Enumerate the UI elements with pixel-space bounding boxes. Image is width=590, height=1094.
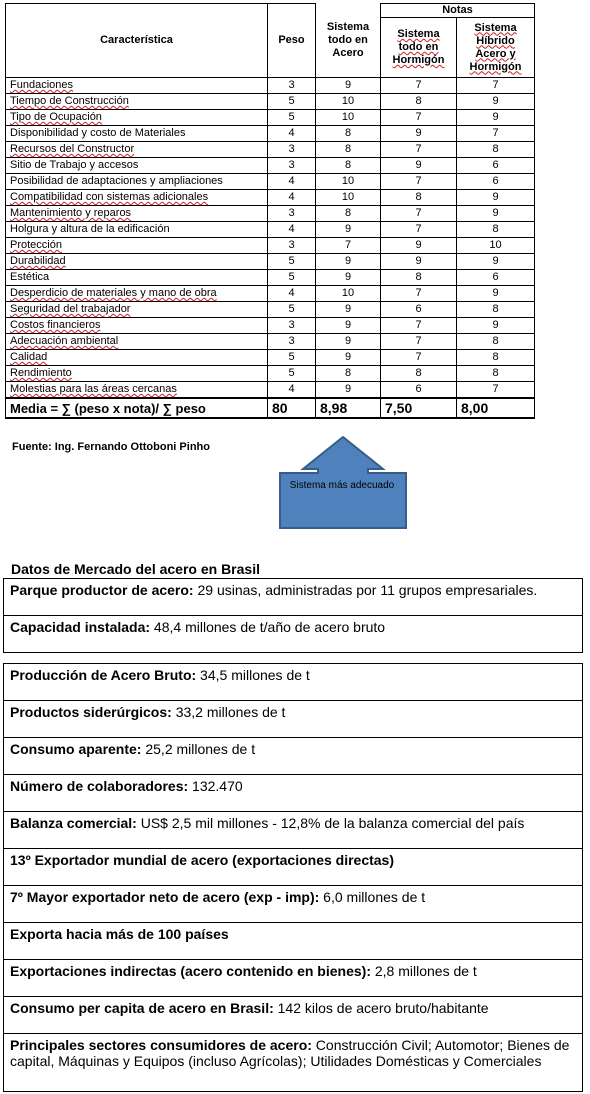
- market-cell: [4, 960, 583, 997]
- market-value: 34,5 millones de t: [196, 667, 310, 683]
- feature-name-text: Durabilidad: [10, 255, 66, 267]
- market-value: 6,0 millones de t: [319, 889, 426, 905]
- hormigon-cell: 8: [381, 94, 457, 110]
- table-row: [6, 174, 535, 190]
- peso-cell: 3: [268, 206, 316, 222]
- header-row-notas: [6, 4, 535, 18]
- acero-cell: 9: [316, 382, 381, 399]
- media-row: [6, 398, 535, 418]
- hormigon-cell: 9: [381, 254, 457, 270]
- table-row: [6, 318, 535, 334]
- table-row: [6, 126, 535, 142]
- market-cell: [4, 616, 583, 653]
- hibrido-cell: 8: [457, 350, 535, 366]
- market-row: [4, 701, 583, 738]
- market-cell: [4, 923, 583, 960]
- peso-cell: 5: [268, 366, 316, 382]
- hibrido-cell: 8: [457, 142, 535, 158]
- table-row: [6, 350, 535, 366]
- table-row: [6, 254, 535, 270]
- peso-cell: 3: [268, 238, 316, 254]
- feature-name-text: Tiempo de Construcción: [10, 95, 129, 107]
- arrow-label: Sistema más adecuado: [289, 480, 395, 491]
- market-label: Consumo aparente:: [10, 741, 142, 757]
- market-row: [4, 1034, 583, 1092]
- feature-name: [6, 302, 268, 318]
- hormigon-cell: 9: [381, 238, 457, 254]
- peso-cell: 5: [268, 110, 316, 126]
- hormigon-cell: 9: [381, 158, 457, 174]
- feature-name: [6, 94, 268, 110]
- market-cell: [4, 812, 583, 849]
- market-box-a-body: [4, 579, 583, 653]
- feature-name: [6, 286, 268, 302]
- hormigon-cell: 7: [381, 350, 457, 366]
- hormigon-cell: 7: [381, 318, 457, 334]
- market-label: Productos siderúrgicos:: [10, 704, 172, 720]
- hibrido-cell: 8: [457, 366, 535, 382]
- acero-cell: 10: [316, 94, 381, 110]
- peso-cell: 4: [268, 286, 316, 302]
- hibrido-cell: 9: [457, 206, 535, 222]
- hormigon-cell: 7: [381, 222, 457, 238]
- header-notas: Notas: [381, 4, 535, 18]
- feature-name: Disponibilidad y costo de Materiales: [6, 126, 268, 142]
- peso-cell: 4: [268, 174, 316, 190]
- market-value: Construcción Civil; Automotor; Bienes de capital, Máquinas y Equipos (incluso Agrícolas); Utilidades Domésticas y Comerciales: [10, 1037, 570, 1069]
- market-label: Balanza comercial:: [10, 815, 137, 831]
- market-value: 2,8 millones de t: [370, 963, 477, 979]
- table-row: [6, 94, 535, 110]
- market-label: Exporta hacia más de 100 países: [10, 926, 229, 942]
- acero-cell: 9: [316, 334, 381, 350]
- feature-name-text: Calidad: [10, 351, 48, 363]
- hibrido-cell: 7: [457, 382, 535, 399]
- feature-name: [6, 190, 268, 206]
- feature-name-text: Rendimiento: [10, 367, 72, 379]
- market-row: [4, 923, 583, 960]
- peso-cell: 3: [268, 158, 316, 174]
- media-hormigon: 7,50: [381, 398, 457, 418]
- evaluation-table: [5, 3, 535, 419]
- table-row: [6, 78, 535, 94]
- peso-cell: 3: [268, 142, 316, 158]
- hibrido-cell: 6: [457, 174, 535, 190]
- media-acero: 8,98: [316, 398, 381, 418]
- peso-cell: 3: [268, 318, 316, 334]
- market-row: [4, 849, 583, 886]
- header-hormigon: [381, 18, 457, 78]
- acero-cell: 9: [316, 270, 381, 286]
- hormigon-cell: 9: [381, 126, 457, 142]
- feature-name: [6, 78, 268, 94]
- hibrido-cell: 8: [457, 222, 535, 238]
- feature-name-text: Adecuación ambiental: [10, 335, 119, 347]
- feature-name: [6, 334, 268, 350]
- feature-name: [6, 142, 268, 158]
- peso-cell: 5: [268, 350, 316, 366]
- feature-name: [6, 366, 268, 382]
- hibrido-cell: 6: [457, 158, 535, 174]
- feature-name: Sitio de Trabajo y accesos: [6, 158, 268, 174]
- acero-cell: 9: [316, 78, 381, 94]
- acero-cell: 8: [316, 126, 381, 142]
- acero-cell: 10: [316, 286, 381, 302]
- feature-name-text: Fundaciones: [10, 79, 73, 91]
- hormigon-cell: 8: [381, 190, 457, 206]
- hibrido-cell: 9: [457, 318, 535, 334]
- market-row: [4, 886, 583, 923]
- feature-name: Holgura y altura de la edificación: [6, 222, 268, 238]
- hormigon-cell: 8: [381, 366, 457, 382]
- feature-name-text: Compatibilidad con sistemas adicionales: [10, 191, 209, 203]
- feature-name: [6, 206, 268, 222]
- table-row: [6, 158, 535, 174]
- hormigon-cell: 6: [381, 302, 457, 318]
- market-cell: [4, 664, 583, 701]
- acero-cell: 8: [316, 158, 381, 174]
- peso-cell: 4: [268, 126, 316, 142]
- market-row: [4, 997, 583, 1034]
- acero-cell: 8: [316, 366, 381, 382]
- peso-cell: 5: [268, 94, 316, 110]
- acero-cell: 9: [316, 350, 381, 366]
- market-cell: [4, 701, 583, 738]
- peso-cell: 5: [268, 254, 316, 270]
- acero-cell: 8: [316, 206, 381, 222]
- market-value: 33,2 millones de t: [171, 704, 286, 720]
- hibrido-cell: 9: [457, 286, 535, 302]
- hormigon-cell: 7: [381, 78, 457, 94]
- hormigon-cell: 6: [381, 382, 457, 399]
- feature-name: Posibilidad de adaptaciones y ampliaciones: [6, 174, 268, 190]
- market-value: 142 kilos de acero bruto/habitante: [273, 1000, 489, 1016]
- acero-cell: 9: [316, 254, 381, 270]
- hibrido-cell: 9: [457, 190, 535, 206]
- market-section-title: Datos de Mercado del acero en Brasil: [11, 561, 260, 577]
- acero-cell: 9: [316, 222, 381, 238]
- feature-name: [6, 238, 268, 254]
- header-hibrido-text: Sistema Híbrido Acero y Hormigón: [469, 21, 522, 73]
- hibrido-cell: 6: [457, 270, 535, 286]
- market-label: Capacidad instalada:: [10, 619, 151, 635]
- header-acero: Sistema todo en Acero: [316, 4, 381, 78]
- market-cell: [4, 738, 583, 775]
- acero-cell: 9: [316, 318, 381, 334]
- table-row: [6, 238, 535, 254]
- market-label: 7º Mayor exportador neto de acero (exp - imp):: [10, 889, 320, 905]
- hibrido-cell: 9: [457, 94, 535, 110]
- hormigon-cell: 7: [381, 110, 457, 126]
- hormigon-cell: 7: [381, 206, 457, 222]
- market-label: Consumo per capita de acero en Brasil:: [10, 1000, 274, 1016]
- table-row: [6, 142, 535, 158]
- acero-cell: 9: [316, 302, 381, 318]
- feature-name-text: Desperdicio de materiales y mano de obra: [10, 287, 217, 299]
- market-box-a: [3, 578, 583, 653]
- market-row: [4, 812, 583, 849]
- market-label: Número de colaboradores:: [10, 778, 189, 794]
- hibrido-cell: 7: [457, 78, 535, 94]
- table-row: [6, 222, 535, 238]
- market-label: Producción de Acero Bruto:: [10, 667, 197, 683]
- hibrido-cell: 8: [457, 334, 535, 350]
- table-row: [6, 334, 535, 350]
- peso-cell: 4: [268, 190, 316, 206]
- market-cell: [4, 849, 583, 886]
- table-row: [6, 270, 535, 286]
- table-row: [6, 110, 535, 126]
- peso-cell: 4: [268, 222, 316, 238]
- media-hibrido: 8,00: [457, 398, 535, 418]
- market-label: Exportaciones indirectas (acero contenido en bienes):: [10, 963, 371, 979]
- peso-cell: 5: [268, 270, 316, 286]
- media-peso: 80: [268, 398, 316, 418]
- market-value: 25,2 millones de t: [141, 741, 256, 757]
- peso-cell: 3: [268, 78, 316, 94]
- feature-name-text: Recursos del Constructor: [10, 143, 135, 155]
- market-value: US$ 2,5 mil millones - 12,8% de la balanza comercial del país: [136, 815, 525, 831]
- table-row: [6, 302, 535, 318]
- media-label: Media = ∑ (peso x nota)/ ∑ peso: [6, 398, 268, 418]
- feature-name: [6, 254, 268, 270]
- header-caracteristica: Característica: [6, 4, 268, 78]
- market-value: 29 usinas, administradas por 11 grupos empresariales.: [193, 582, 538, 598]
- feature-name: [6, 350, 268, 366]
- market-row: [4, 960, 583, 997]
- market-cell: [4, 775, 583, 812]
- market-box-b: [3, 663, 583, 1092]
- market-label: 13º Exportador mundial de acero (exportaciones directas): [10, 852, 395, 868]
- hibrido-cell: 9: [457, 254, 535, 270]
- acero-cell: 10: [316, 174, 381, 190]
- hormigon-cell: 7: [381, 142, 457, 158]
- peso-cell: 5: [268, 302, 316, 318]
- table-row: [6, 286, 535, 302]
- feature-name-text: Molestias para las áreas cercanas: [10, 383, 177, 395]
- market-row: [4, 738, 583, 775]
- feature-name-text: Costos financieros: [10, 319, 101, 331]
- feature-name: [6, 110, 268, 126]
- peso-cell: 4: [268, 382, 316, 399]
- acero-cell: 10: [316, 110, 381, 126]
- header-hormigon-text: Sistema todo en Hormigón: [392, 28, 445, 66]
- market-row: [4, 775, 583, 812]
- hibrido-cell: 10: [457, 238, 535, 254]
- market-box-b-body: [4, 664, 583, 1092]
- hormigon-cell: 7: [381, 286, 457, 302]
- feature-name-text: Tipo de Ocupación: [10, 111, 102, 123]
- market-row: [4, 616, 583, 653]
- market-cell: [4, 886, 583, 923]
- hormigon-cell: 7: [381, 174, 457, 190]
- market-cell: [4, 997, 583, 1034]
- acero-cell: 8: [316, 142, 381, 158]
- acero-cell: 10: [316, 190, 381, 206]
- market-cell: [4, 579, 583, 616]
- hibrido-cell: 8: [457, 302, 535, 318]
- table-row: [6, 382, 535, 399]
- hibrido-cell: 7: [457, 126, 535, 142]
- table-body: [6, 78, 535, 399]
- market-row: [4, 664, 583, 701]
- feature-name: [6, 318, 268, 334]
- table-row: [6, 366, 535, 382]
- feature-name-text: Protección: [10, 239, 62, 251]
- header-hibrido: [457, 18, 535, 78]
- market-label: Parque productor de acero:: [10, 582, 194, 598]
- hormigon-cell: 7: [381, 334, 457, 350]
- market-cell: [4, 1034, 583, 1092]
- table-row: [6, 206, 535, 222]
- market-value: 48,4 millones de t/año de acero bruto: [150, 619, 386, 635]
- feature-name-text: Mantenimiento y reparos: [10, 207, 132, 219]
- market-label: Principales sectores consumidores de acero:: [10, 1037, 312, 1053]
- source-note: Fuente: Ing. Fernando Ottoboni Pinho: [12, 441, 210, 453]
- hibrido-cell: 9: [457, 110, 535, 126]
- hormigon-cell: 8: [381, 270, 457, 286]
- header-peso: Peso: [268, 4, 316, 78]
- feature-name-text: Seguridad del trabajador: [10, 303, 131, 315]
- market-value: 132.470: [188, 778, 243, 794]
- table-row: [6, 190, 535, 206]
- peso-cell: 3: [268, 334, 316, 350]
- acero-cell: 7: [316, 238, 381, 254]
- feature-name: [6, 382, 268, 399]
- feature-name: Estética: [6, 270, 268, 286]
- market-row: [4, 579, 583, 616]
